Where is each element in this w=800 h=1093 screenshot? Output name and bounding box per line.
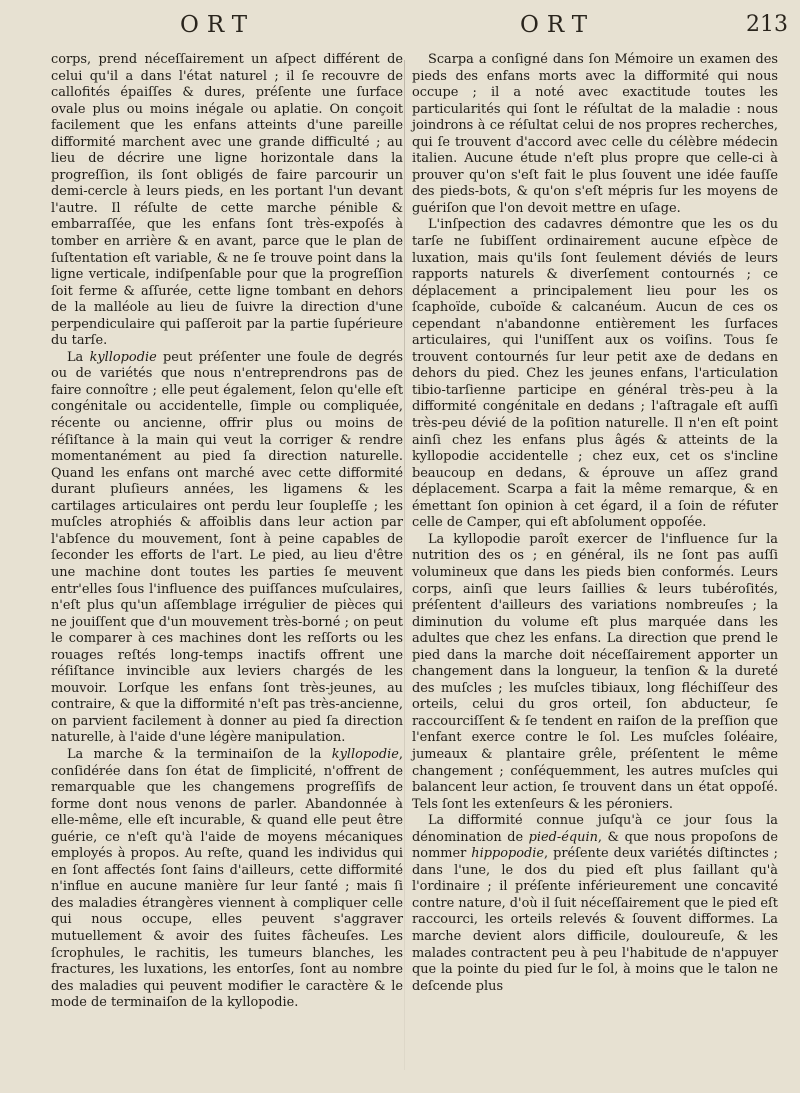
running-head-right: ORT — [520, 12, 596, 38]
italic-term: kyllopodie — [331, 746, 399, 762]
italic-term: hippopodie — [471, 846, 544, 862]
paragraph — [412, 52, 778, 217]
running-head-left: ORT — [180, 12, 256, 38]
text-run: Scarpa a conſigné dans ſon Mémoire un examen des pieds des enfans morts avec la difformité qui nous occupe ; il a noté avec exactitude toutes les particularités qui ſont le réſultat de la maladie : nous joindrons à ce réſultat celui de nos propres recherches, qui ſe trouvent d'accord avec celle du célèbre médecin italien. Aucune étude n'eſt plus propre que celle-ci à prouver qu'on s'eſt fait le plus ſouvent une idée fauſſe des pieds-bots, & qu'on s'eſt mépris ſur les moyens de guériſon que l'on devoit mettre en uſage. — [412, 52, 778, 216]
text-run: La difformité connue juſqu'à ce jour ſous la dénomination de — [412, 813, 778, 845]
paragraph — [412, 217, 778, 531]
paragraph — [51, 350, 403, 747]
text-run: La — [67, 349, 90, 365]
italic-term: pied-équin — [528, 829, 598, 845]
text-run: , conſidérée dans ſon état de ſimplicité, n'offrent de remarquable que les changemens progreſſifs de forme dont nous venons de parler. Abandonnée à elle-même, elle eſt incurable, & quand elle peut être guérie, ce n'eſt qu'à l'aide de moyens mécaniques employés à propos. Au reſte, quand les individus qui en ſont affectés ſont ſains d'ailleurs, cette difformité n'influe en aucune manière ſur leur ſanté ; mais ſi des maladies étrangères viennent à compliquer celle qui nous occupe, elles peuvent s'aggraver mutuellement & avoir des ſuites fâcheuſes. Les ſcrophules, le rachitis, les tumeurs blanches, les fractures, les luxations, les entorſes, ſont au nombre des maladies qui peuvent modifier le caractère & le mode de terminaiſon de la kyllopodie. — [51, 746, 403, 1011]
right-column — [412, 52, 778, 995]
column-gutter — [404, 60, 405, 1070]
paragraph — [412, 813, 778, 995]
text-run: L'inſpection des cadavres démontre que les os du tarſe ne ſubiſſent ordinairement aucune eſpèce de luxation, mais qu'ils ſont ſeulement déviés de leurs rapports naturels & diverſement contournés ; ce déplacement a principalement lieu pour les os ſcaphoïde, cuboïde & calcanéum. Aucun de ces os cependant n'abandonne entièrement les ſurfaces articulaires, qui l'uniſſent aux os voiſins. Tous ſe trouvent contournés ſur leur petit axe de dedans en dehors du pied. Chez les jeunes enfans, l'articulation tibio-tarſienne participe en général très-peu à la difformité congénitale en dedans ; l'aſtragale eſt auſſi très-peu dévié de la poſition naturelle. Il n'en eſt point ainſi chez les enfans plus âgés & atteints de la kyllopodie accidentelle ; chez eux, cet os s'incline beaucoup en dedans, & éprouve un aſſez grand déplacement. Scarpa a fait la même remarque, & en émettant ſon opinion à cet égard, il a ſoin de réfuter celle de Camper, qui eſt abſolument oppoſée. — [412, 217, 778, 531]
text-run: La kyllopodie paroît exercer de l'influence ſur la nutrition des os ; en général, ils ne ſont pas auſſi volumineux que dans les pieds bien conformés. Leurs corps, ainſi que leurs ſaillies & leurs tubéroſités, préſentent d'ailleurs des variations nombreuſes ; la diminution du volume eſt plus marquée dans les adultes que chez les enfans. La direction que prend le pied dans la marche doit néceſſairement apporter un changement dans la longueur, la tenſion & la dureté des muſcles ; les muſcles tibiaux, long fléchiſſeur des orteils, celui du gros orteil, ſon abducteur, ſe raccourciſſent & ſe tendent en raiſon de la preſſion que l'enfant exerce contre le ſol. Les muſcles ſoléaire, jumeaux & plantaire grêle, préſentent le même changement ; conſéquemment, les autres muſcles qui balancent leur action, ſe trouvent dans un état oppoſé. Tels ſont les extenſeurs & les péroniers. — [412, 531, 778, 812]
text-run: La marche & la terminaiſon de la — [67, 746, 332, 762]
paragraph — [51, 52, 403, 350]
running-header — [0, 12, 800, 44]
italic-term: kyllopodie — [89, 349, 157, 365]
paragraph — [412, 532, 778, 813]
text-run: corps, prend néceſſairement un aſpect différent de celui qu'il a dans l'état naturel ; il ſe recouvre de callofités épaiſſes & dures, préſente une ſurface ovale plus ou moins inégale ou aplatie. On conçoit facilement que les enfans atteints d'une pareille difformité marchent avec une grande difficulté ; au lieu de décrire une ligne horizontale dans la progreſſion, ils ſont obligés de faire parcourir un demi-cercle à leurs pieds, en les portant l'un devant l'autre. Il réſulte de cette marche pénible & embarraſſée, que les enfans ſont très-expoſés à tomber en arrière & en avant, parce que le plan de ſuſtentation eſt variable, & ne ſe trouve point dans la ligne verticale, indiſpenſable pour que la progreſſion ſoit ferme & aſſurée, cette ligne tombant en dehors de la malléole au lieu de ſuivre la direction d'une perpendiculaire qui paſſeroit par la partie ſupérieure du tarſe. — [51, 52, 403, 349]
text-run: , & que nous propoſons de nommer — [412, 829, 778, 862]
left-column — [51, 52, 403, 1012]
paragraph — [51, 747, 403, 1012]
text-run: peut préſenter une foule de degrés ou de variétés que nous n'entreprendrons pas de faire connoître ; elle peut également, ſelon qu'elle eſt congénitale ou accidentelle, ſimple ou compliquée, récente ou ancienne, offrir plus ou moins de réſiſtance à la main qui veut la corriger & rendre momentanément au pied ſa direction naturelle. Quand les enfans ont marché avec cette difformité durant pluſieurs années, les ligamens & les cartilages articulaires ont perdu leur ſoupleſſe ; les muſcles atrophiés & affoiblis dans leur action par l'abſence du mouvement, ſont à peine capables de ſeconder les efforts de l'art. Le pied, au lieu d'être une machine dont toutes les parties ſe meuvent entr'elles ſous l'influence des puiſſances muſculaires, n'eſt plus qu'un aſſemblage irrégulier de pièces qui ne jouiſſent que d'un mouvement très-borné ; on peut le comparer à ces machines dont les reſſorts ou les rouages reſtés long-temps inactifs offrent une réſiſtance invincible aux leviers chargés de les mouvoir. Lorſque les enfans ſont très-jeunes, au contraire, & que la difformité n'eſt pas très-ancienne, on parvient facilement à donner au pied ſa direction naturelle, à l'aide d'une légère manipulation. — [51, 349, 403, 746]
text-run: , préſente deux variétés diſtinctes ; dans l'une, le dos du pied eſt plus ſaillant qu'à l'ordinaire ; il préſente inférieurement une concavité contre nature, d'où il ſuit néceſſairement que le pied eſt raccourci, les orteils relevés & ſouvent difformes. La marche devient alors difficile, douloureuſe, & les malades contractent peu à peu l'habitude de n'appuyer que la pointe du pied ſur le ſol, à moins que le talon ne deſcende plus — [412, 846, 778, 994]
page-number: 213 — [746, 12, 788, 37]
